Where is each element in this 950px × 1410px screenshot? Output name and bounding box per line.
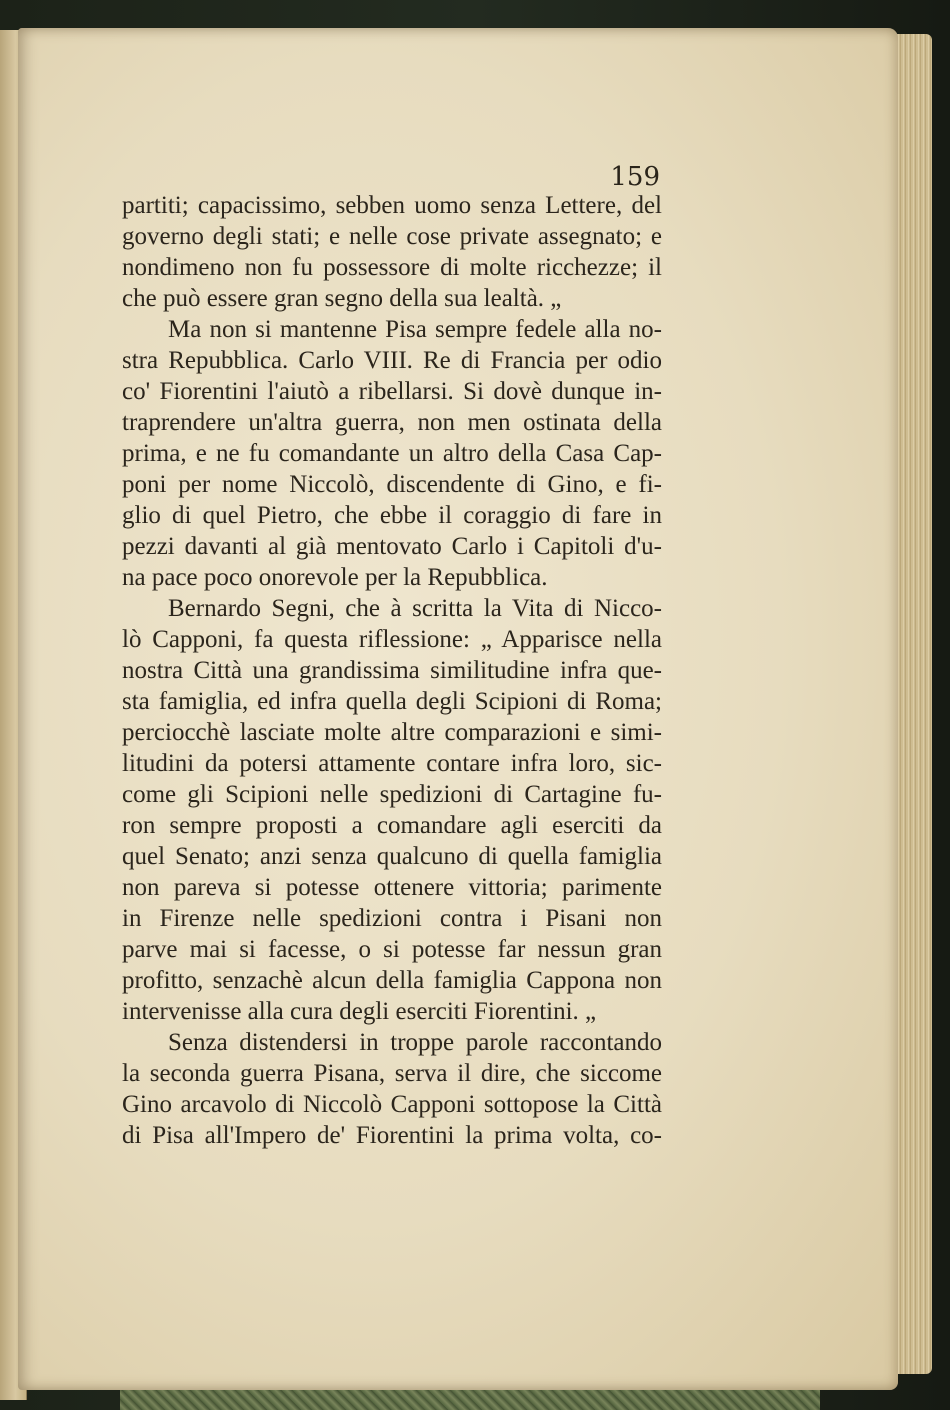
text-line: perciocchè lasciate molte altre comparazioni e simi- [122, 719, 662, 746]
text-line: profitto, senzachè alcun della famiglia Cappona non [122, 967, 662, 994]
text-line: sta famiglia, ed infra quella degli Scipioni di Roma; [122, 688, 662, 715]
text-line: non pareva si potesse ottenere vittoria; parimente [122, 874, 662, 901]
text-line: traprendere un'altra guerra, non men ostinata della [122, 409, 662, 436]
text-line: glio di quel Pietro, che ebbe il coraggio di fare in [122, 502, 662, 529]
text-line: la seconda guerra Pisana, serva il dire, che siccome [122, 1060, 662, 1087]
text-line: di Pisa all'Impero de' Fiorentini la prima volta, co- [122, 1122, 662, 1149]
text-line: parve mai si facesse, o si potesse far nessun gran [122, 936, 662, 963]
text-line: Gino arcavolo di Niccolò Capponi sottopose la Città [122, 1091, 662, 1118]
text-line: Bernardo Segni, che à scritta la Vita di Nicco- [168, 595, 662, 622]
text-line: partiti; capacissimo, sebben uomo senza Lettere, del [122, 192, 662, 219]
text-line: co' Fiorentini l'aiutò a ribellarsi. Si dovè dunque in- [122, 378, 662, 405]
text-line: quel Senato; anzi senza qualcuno di quella famiglia [122, 843, 662, 870]
text-line: governo degli stati; e nelle cose private assegnato; e [122, 223, 662, 250]
text-line: nondimeno non fu possessore di molte ricchezze; il [122, 254, 662, 281]
text-line: pezzi davanti al già mentovato Carlo i Capitoli d'u- [122, 533, 662, 560]
page-edges-stack [892, 34, 932, 1374]
text-line: come gli Scipioni nelle spedizioni di Cartagine fu- [122, 781, 662, 808]
text-line: che può essere gran segno della sua lealtà. „ [122, 285, 562, 312]
page-number: 159 [610, 162, 660, 192]
text-line: ron sempre proposti a comandare agli eserciti da [122, 812, 662, 839]
text-line: litudini da potersi attamente contare infra loro, sic- [122, 750, 662, 777]
text-line: in Firenze nelle spedizioni contra i Pisani non [122, 905, 662, 932]
text-line: nostra Città una grandissima similitudine infra que- [122, 657, 662, 684]
text-line: stra Repubblica. Carlo VIII. Re di Francia per odio [122, 347, 662, 374]
text-line: Senza distendersi in troppe parole raccontando [168, 1029, 662, 1056]
text-line: poni per nome Niccolò, discendente di Gino, e fi- [122, 471, 662, 498]
text-line: prima, e ne fu comandante un altro della Casa Cap- [122, 440, 662, 467]
text-line: na pace poco onorevole per la Repubblica. [122, 564, 548, 591]
text-line: lò Capponi, fa questa riflessione: „ Apparisce nella [122, 626, 662, 653]
text-line: Ma non si mantenne Pisa sempre fedele alla no- [168, 316, 662, 343]
page-text-block [122, 190, 662, 1151]
text-line: intervenisse alla cura degli eserciti Fiorentini. „ [122, 998, 597, 1025]
